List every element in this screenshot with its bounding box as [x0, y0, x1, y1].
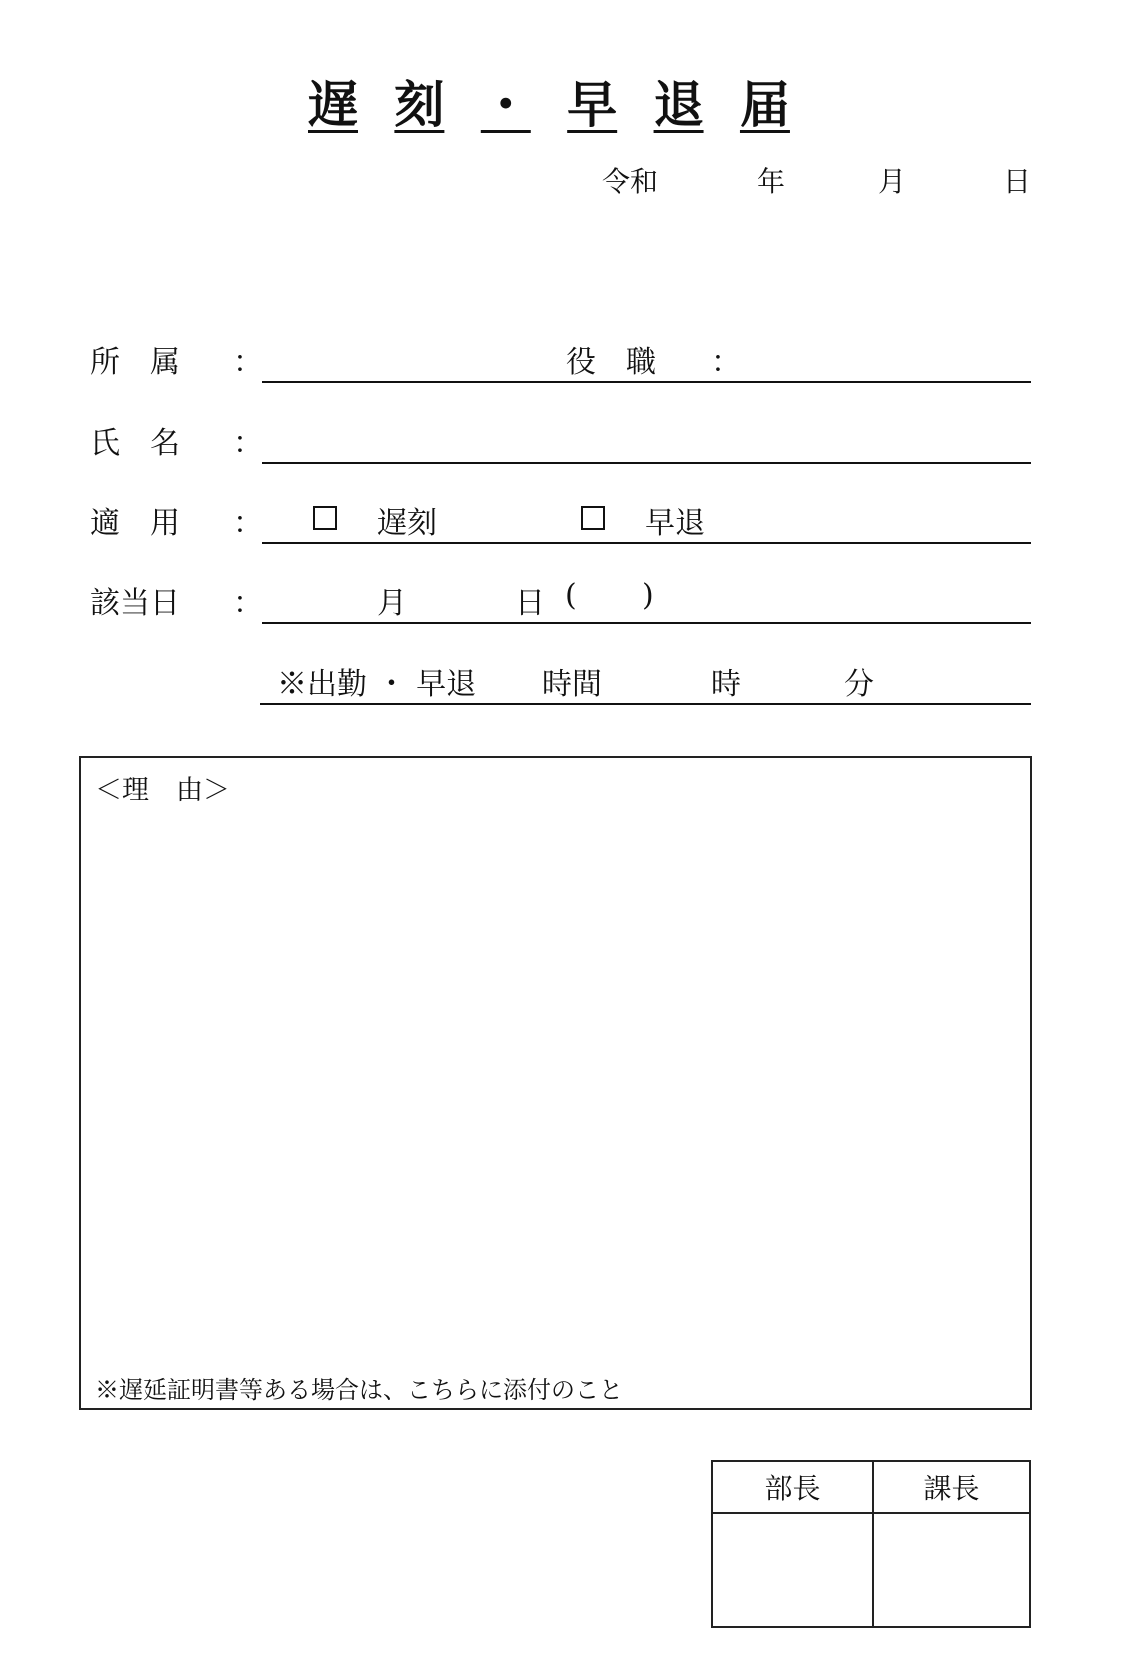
- manager-header: 課長: [874, 1462, 1029, 1514]
- colon: ：: [233, 426, 263, 461]
- time-note: ※出勤 ・ 早退: [277, 667, 477, 702]
- stamp-divider: [872, 1462, 874, 1626]
- affiliation-label: 所 属: [90, 345, 180, 380]
- hour-label: 時: [711, 667, 741, 702]
- title-char: ・: [480, 75, 531, 134]
- date-era: 令和: [602, 165, 659, 198]
- apply-label: 適 用: [90, 506, 180, 541]
- reason-label: ＜理 由＞: [95, 775, 230, 806]
- reason-note: ※遅延証明書等ある場合は、こちらに添付のこと: [95, 1376, 623, 1404]
- late-option-label: 遅刻: [377, 506, 437, 541]
- apply-line: [262, 542, 1031, 544]
- director-header: 部長: [713, 1462, 872, 1514]
- date-month-label: 月: [878, 165, 907, 198]
- time-label: 時間: [542, 667, 602, 702]
- form-title: [308, 70, 790, 132]
- time-line[interactable]: [260, 703, 1031, 705]
- title-char: 早: [567, 75, 618, 134]
- early-leave-option-label: 早退: [645, 506, 705, 541]
- title-char: 遅: [308, 75, 358, 134]
- date-label: 該当日: [90, 586, 180, 621]
- name-line[interactable]: [262, 462, 1031, 464]
- target-month-label: 月: [377, 586, 407, 621]
- manager-stamp-cell[interactable]: [874, 1514, 1029, 1626]
- approval-stamp-table: [711, 1460, 1031, 1628]
- weekday-paren-close: ): [642, 578, 654, 613]
- affiliation-position-line[interactable]: [262, 381, 1031, 383]
- target-day-label: 日: [515, 586, 545, 621]
- title-char: 届: [739, 75, 790, 134]
- colon: ：: [711, 345, 741, 380]
- target-date-line[interactable]: [262, 622, 1031, 624]
- weekday-paren-open: (: [565, 578, 577, 613]
- reason-box[interactable]: [79, 756, 1032, 1410]
- colon: ：: [233, 586, 263, 621]
- title-char: 退: [653, 75, 704, 134]
- colon: ：: [233, 345, 263, 380]
- late-checkbox[interactable]: [313, 506, 337, 530]
- position-label: 役 職: [566, 345, 656, 380]
- name-label: 氏 名: [90, 426, 180, 461]
- title-char: 刻: [394, 75, 445, 134]
- date-year-label: 年: [757, 165, 786, 198]
- minute-label: 分: [844, 667, 874, 702]
- date-day-label: 日: [1003, 165, 1032, 198]
- early-leave-checkbox[interactable]: [581, 506, 605, 530]
- director-stamp-cell[interactable]: [713, 1514, 872, 1626]
- colon: ：: [233, 506, 263, 541]
